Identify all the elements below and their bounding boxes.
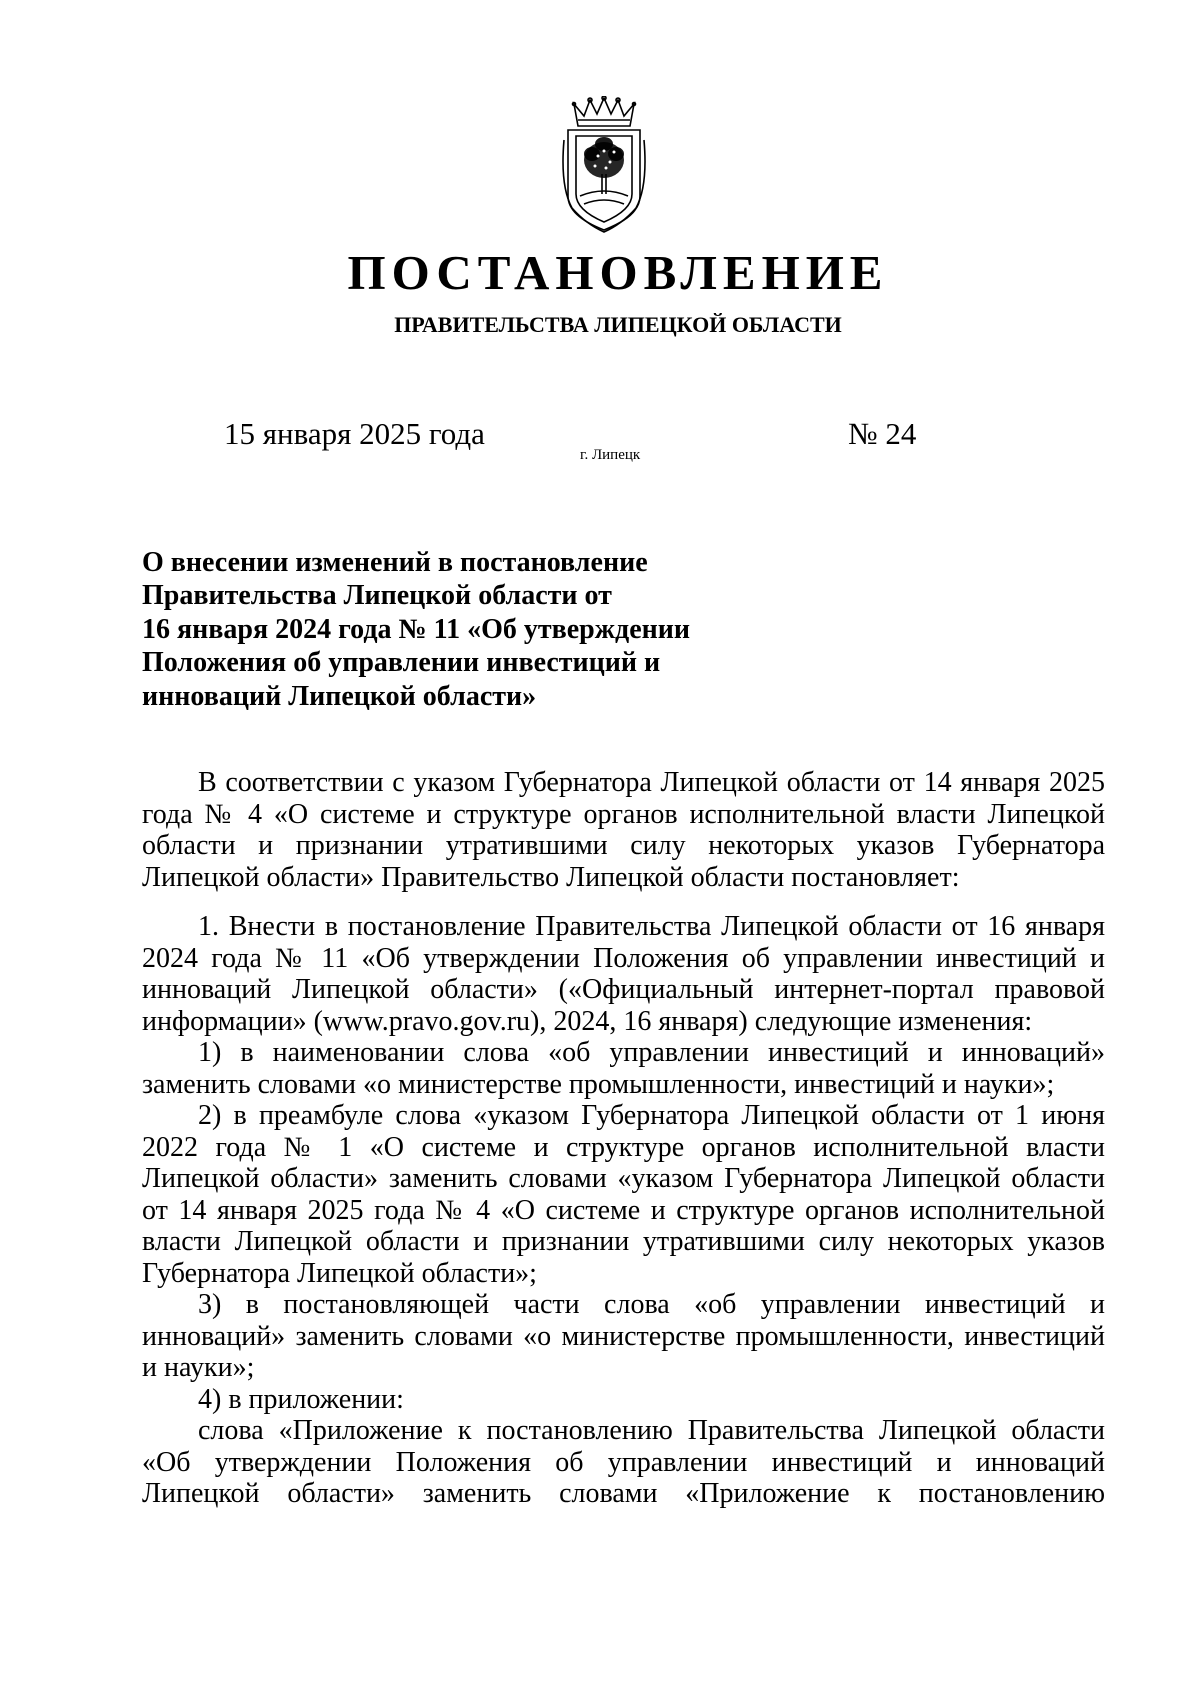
document-city: г. Липецк [580,447,641,463]
preamble-paragraph: В соответствии с указом Губернатора Липецкой области от 14 января 2025 года № 4 «О системе и структуре органов исполнительной власти Липецкой области и признании утратившими силу некоторых указов Губернатора Липецкой области» Правительство Липецкой области постановляет: [142,767,1105,893]
title-line: 16 января 2024 года № 11 «Об утверждении [142,613,691,645]
document-title [142,546,742,713]
subclause-3-paragraph: 3) в постановляющей части слова «об управлении инвестиций и инноваций» заменить словами «о министерстве промышленности, инвестиций и науки»; [142,1289,1105,1383]
title-line: Положения об управлении инвестиций и [142,647,661,679]
document-number: № 24 [848,416,917,451]
subclause-4-text-paragraph: слова «Приложение к постановлению Правительства Липецкой области «Об утверждении Положения об управлении инвестиций и инноваций Липецкой области» заменить словами «Приложение к постановлению [142,1415,1105,1509]
document-type-heading: ПОСТАНОВЛЕНИЕ [347,245,889,300]
title-line: О внесении изменений в постановление [142,547,648,578]
coat-of-arms-icon [562,96,646,234]
issuer-heading: ПРАВИТЕЛЬСТВА ЛИПЕЦКОЙ ОБЛАСТИ [394,312,842,337]
document-body [142,767,1105,1510]
clause-1-paragraph: 1. Внести в постановление Правительства Липецкой области от 16 января 2024 года № 11 «Об утверждении Положения об управлении инвестиций и инноваций Липецкой области» («Официальный интернет-портал правовой информации» (www.pravo.gov.ru), 2024, 16 января) следующие изменения: [142,911,1105,1037]
subclause-1-paragraph: 1) в наименовании слова «об управлении инвестиций и инноваций» заменить словами «о министерстве промышленности, инвестиций и науки»; [142,1037,1105,1100]
subclause-2-paragraph: 2) в преамбуле слова «указом Губернатора Липецкой области от 1 июня 2022 года № 1 «О системе и структуре органов исполнительной власти Липецкой области» заменить словами «указом Губернатора Липецкой области от 14 января 2025 года № 4 «О системе и структуре органов исполнительной власти Липецкой области и признании утратившими силу некоторых указов Губернатора Липецкой области»; [142,1100,1105,1289]
title-line: Правительства Липецкой области от [142,580,612,612]
document-date: 15 января 2025 года [224,416,485,451]
title-line: инноваций Липецкой области» [142,680,537,712]
subclause-4-paragraph: 4) в приложении: [198,1383,404,1415]
